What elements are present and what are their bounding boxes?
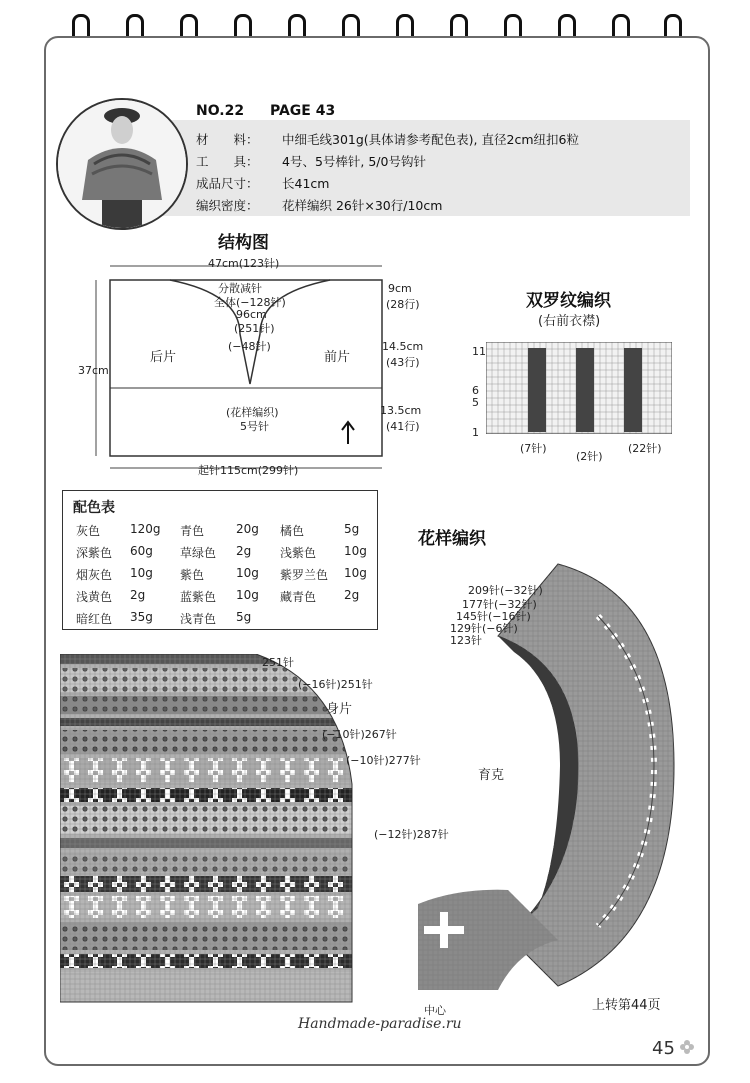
pattern-label: (花样编织) <box>226 406 279 419</box>
color-name: 紫罗兰色 <box>280 568 329 582</box>
cast-on-label: 起针115cm(299针) <box>198 464 299 477</box>
watermark: Handmade-paradise.ru <box>298 1016 462 1032</box>
tools-value: 4号、5号棒针, 5/0号钩针 <box>282 154 426 169</box>
rib-row-6: 6 <box>472 384 479 397</box>
color-weight: 20g <box>236 522 259 536</box>
rib-subtitle: (右前衣襟) <box>538 314 601 329</box>
body-mark-3: (−10针)267针 <box>322 728 397 741</box>
color-weight: 120g <box>130 522 161 536</box>
h3-rows-label: (41行) <box>386 420 420 433</box>
materials-label: 材 料： <box>196 132 259 147</box>
color-weight: 2g <box>236 544 252 558</box>
structure-title: 结构图 <box>218 233 269 253</box>
yoke-mark-3: 145针(−16针) <box>456 610 531 623</box>
body-chart <box>60 654 360 1014</box>
color-name: 灰色 <box>76 524 101 538</box>
minus48-label: (−48针) <box>228 340 271 353</box>
materials-value: 中细毛线301g(具体请参考配色表), 直径2cm纽扣6粒 <box>282 132 579 147</box>
h1-cm-label: 9cm <box>388 282 412 295</box>
yoke-cm-label: 96cm <box>236 308 267 321</box>
model-photo-icon <box>58 100 186 228</box>
color-weight: 35g <box>130 610 153 624</box>
yoke-label: 育克 <box>478 768 505 783</box>
color-name: 蓝紫色 <box>180 590 217 604</box>
color-table-title: 配色表 <box>73 500 115 516</box>
rib-stitch-7: (7针) <box>520 442 547 455</box>
color-name: 紫色 <box>180 568 205 582</box>
color-weight: 5g <box>236 610 252 624</box>
pattern-title: 花样编织 <box>418 529 486 549</box>
tools-label: 工 具： <box>196 154 259 169</box>
front-label: 前片 <box>324 350 351 365</box>
color-name: 深紫色 <box>76 546 113 560</box>
page-number: 45 <box>652 1038 675 1059</box>
color-weight: 10g <box>236 588 259 602</box>
size-label: 成品尺寸： <box>196 176 259 191</box>
gauge-label: 编织密度： <box>196 198 259 213</box>
size-value: 长41cm <box>282 176 330 191</box>
body-mark-4: (−10针)277针 <box>346 754 421 767</box>
color-weight: 5g <box>344 522 360 536</box>
h1-rows-label: (28行) <box>386 298 420 311</box>
color-weight: 2g <box>130 588 146 602</box>
needle-label: 5号针 <box>240 420 269 433</box>
rib-row-11: 11 <box>472 345 486 358</box>
h2-cm-label: 14.5cm <box>382 340 424 353</box>
color-weight: 10g <box>236 566 259 580</box>
rib-stitch-2: (2针) <box>576 450 603 463</box>
color-name: 浅紫色 <box>280 546 317 560</box>
continue-note: 上转第44页 <box>592 998 661 1013</box>
yoke-mark-5: 123针 <box>450 634 482 647</box>
center-label: 中心 <box>424 1004 446 1017</box>
color-name: 暗红色 <box>76 612 113 626</box>
yoke-mark-4: 129针(−6针) <box>450 622 518 635</box>
rib-row-1: 1 <box>472 426 479 439</box>
body-label: 身片 <box>326 702 353 717</box>
color-name: 烟灰色 <box>76 568 113 582</box>
model-portrait <box>56 98 188 230</box>
color-name: 浅黄色 <box>76 590 113 604</box>
rib-row-5: 5 <box>472 396 479 409</box>
rib-stitch-22: (22针) <box>628 442 662 455</box>
color-name: 浅青色 <box>180 612 217 626</box>
color-name: 青色 <box>180 524 205 538</box>
decrease-label: 分散减针 <box>218 282 262 295</box>
rib-chart-grid <box>486 342 672 434</box>
color-weight: 60g <box>130 544 153 558</box>
h3-cm-label: 13.5cm <box>380 404 422 417</box>
yoke-mark-2: 177针(−32针) <box>462 598 537 611</box>
flower-icon <box>680 1040 694 1054</box>
color-name: 草绿色 <box>180 546 217 560</box>
yoke-mark-1: 209针(−32针) <box>468 584 543 597</box>
body-mark-5: (−12针)287针 <box>374 828 449 841</box>
rib-title: 双罗纹编织 <box>526 291 611 311</box>
color-weight: 2g <box>344 588 360 602</box>
color-weight: 10g <box>130 566 153 580</box>
color-weight: 10g <box>344 566 367 580</box>
decrease-total-label: 全体(−128针) <box>214 296 286 309</box>
color-weight: 10g <box>344 544 367 558</box>
gauge-value: 花样编织 26针×30行/10cm <box>282 198 443 213</box>
pattern-number: NO.22 <box>196 103 245 119</box>
color-name: 橘色 <box>280 524 305 538</box>
body-mark-2: (−16针)251针 <box>298 678 373 691</box>
color-name: 藏青色 <box>280 590 317 604</box>
back-label: 后片 <box>150 350 177 365</box>
pattern-page: PAGE 43 <box>270 103 336 119</box>
top-width-label: 47cm(123针) <box>208 257 280 270</box>
yoke-stitches-label: (251针) <box>234 322 275 335</box>
total-height-label: 37cm <box>78 364 109 377</box>
h2-rows-label: (43行) <box>386 356 420 369</box>
body-mark-1: 251针 <box>262 656 294 669</box>
